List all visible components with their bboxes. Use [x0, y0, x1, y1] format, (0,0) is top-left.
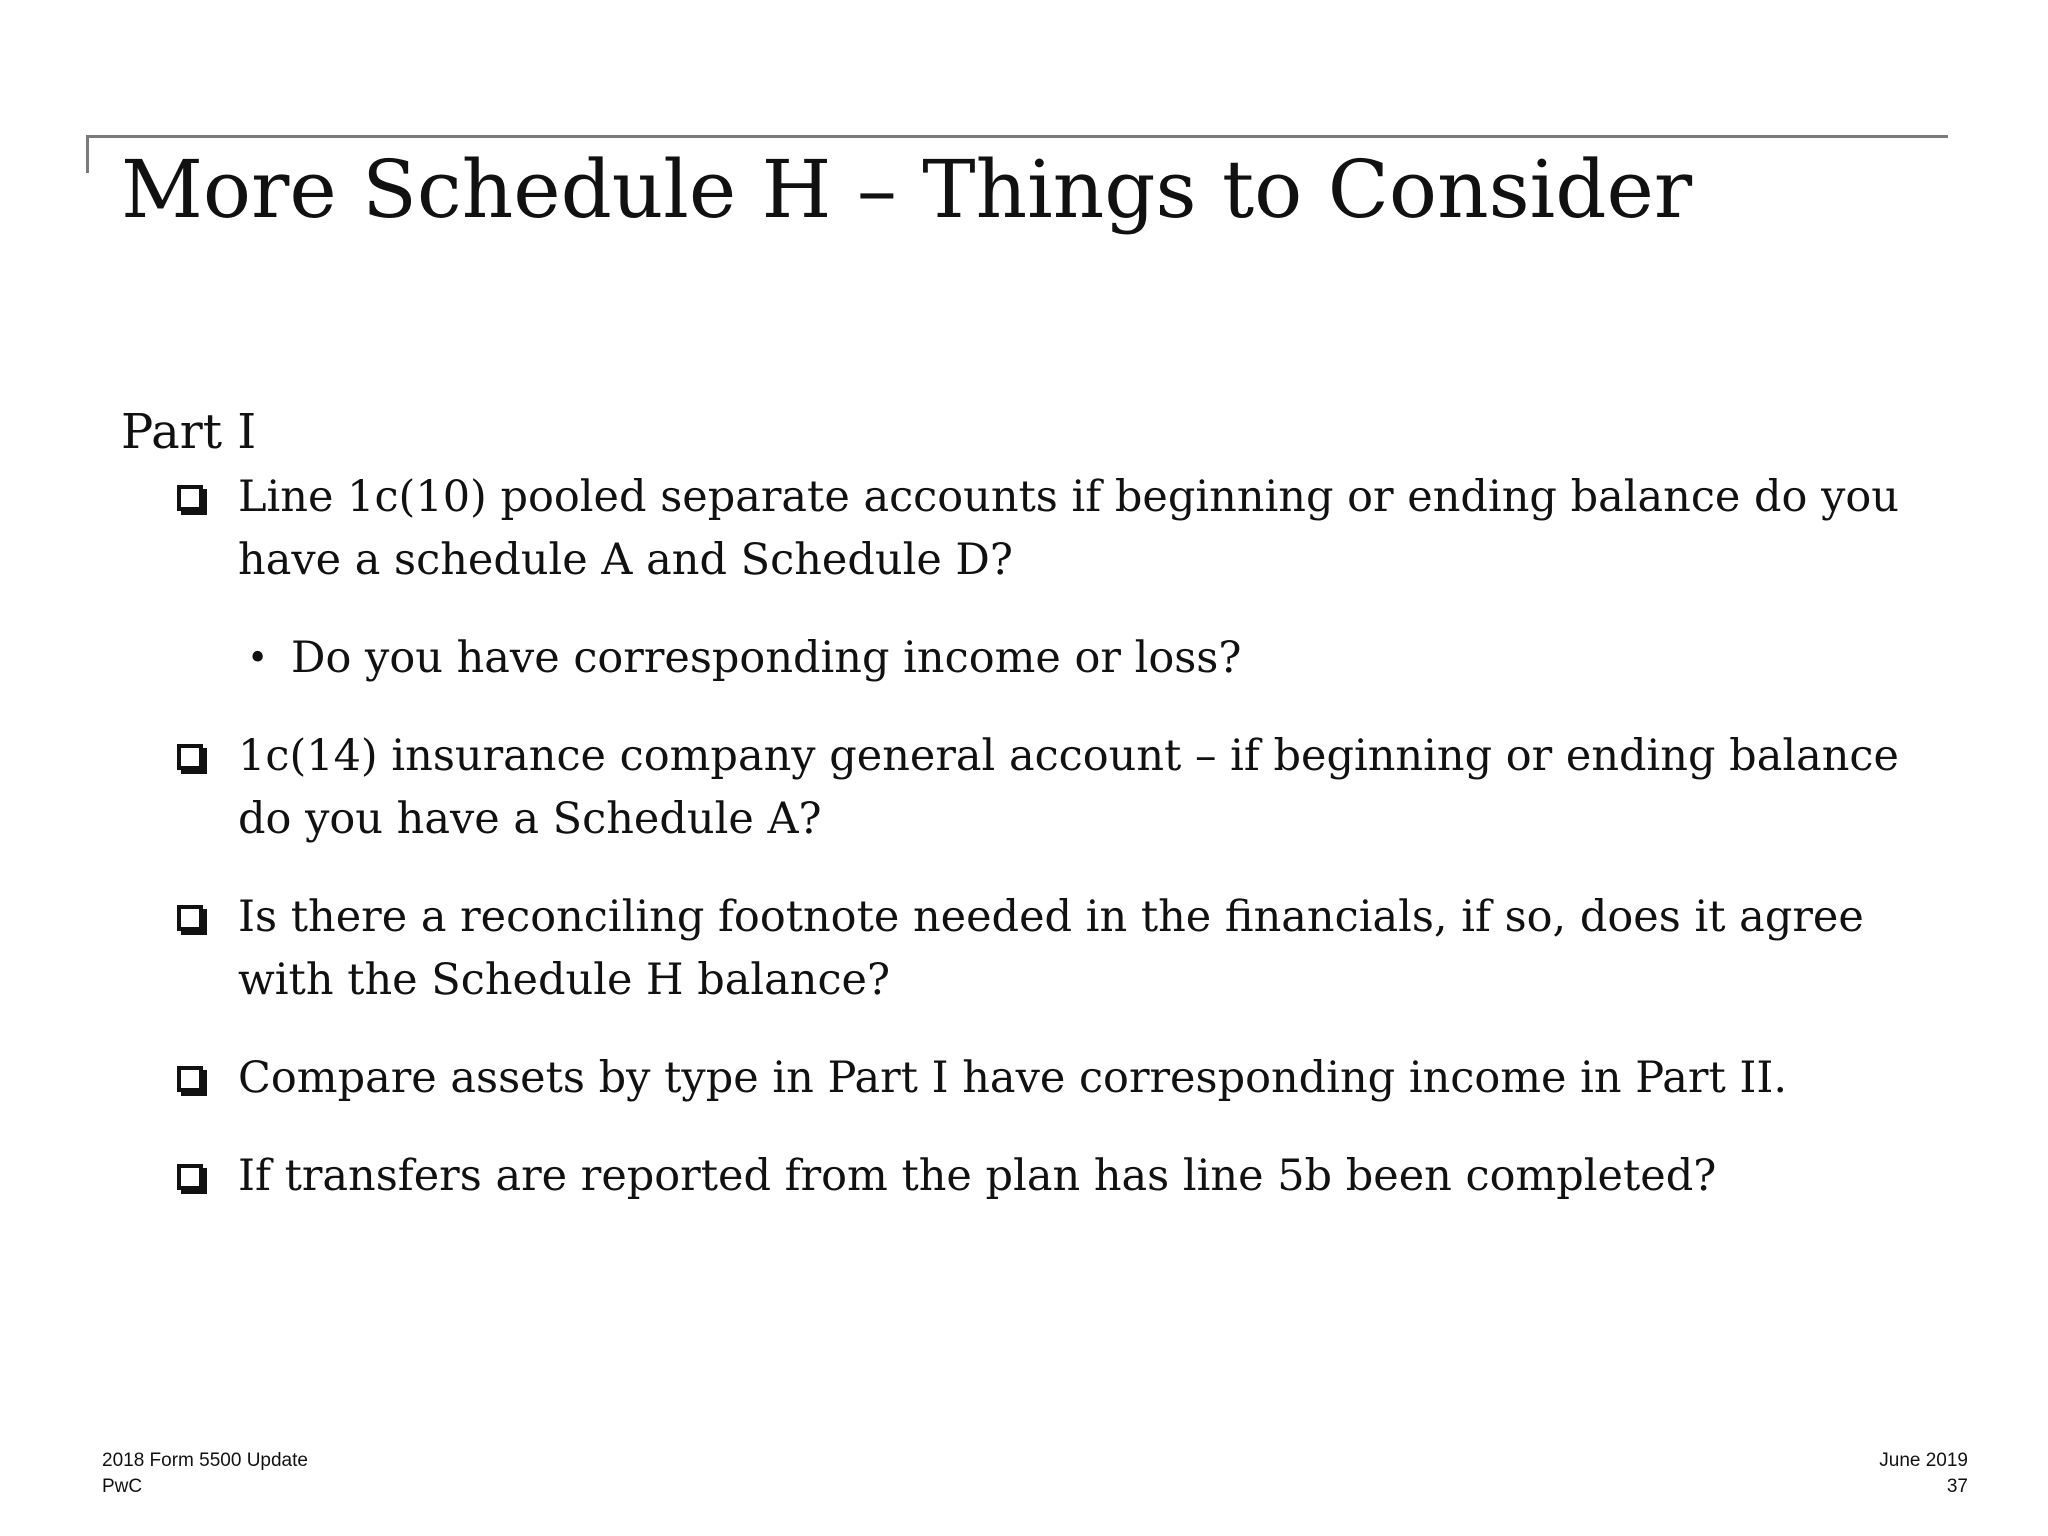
footer-company: PwC	[102, 1476, 143, 1497]
checklist-item	[121, 1145, 1921, 1208]
checklist-subitem-text: Do you have corresponding income or loss?	[291, 633, 1242, 683]
checklist-item-text: Compare assets by type in Part I have corresponding income in Part II.	[238, 1053, 1788, 1103]
bullet-icon: •	[247, 638, 269, 679]
checklist-subitem	[121, 627, 1921, 690]
slide-title: More Schedule H – Things to Consider	[121, 143, 1693, 236]
title-frame-corner	[86, 135, 89, 173]
footer-document-title: 2018 Form 5500 Update	[102, 1450, 308, 1471]
footer-right	[1879, 1448, 1968, 1500]
slide-body	[121, 400, 1921, 1208]
page-number: 37	[1946, 1476, 1968, 1497]
footer-left	[102, 1448, 308, 1500]
footer-date: June 2019	[1879, 1450, 1968, 1471]
checkbox-icon	[177, 1066, 203, 1092]
checkbox-icon	[177, 1164, 203, 1190]
checkbox-icon	[177, 744, 203, 770]
checklist-item-text: Line 1c(10) pooled separate accounts if beginning or ending balance do you have a schedule A and Schedule D?	[238, 472, 1899, 585]
checkbox-icon	[177, 485, 203, 511]
checklist-item-text: Is there a reconciling footnote needed in the financials, if so, does it agree with the Schedule H balance?	[238, 892, 1864, 1005]
title-frame-rule	[86, 135, 1948, 138]
section-heading: Part I	[121, 404, 257, 460]
checklist-item	[121, 1047, 1921, 1110]
checklist-item	[121, 886, 1921, 1012]
checkbox-icon	[177, 905, 203, 931]
checklist-item-text: 1c(14) insurance company general account – if beginning or ending balance do you have a Schedule A?	[238, 731, 1899, 844]
checklist-item	[121, 725, 1921, 851]
checklist-item-text: If transfers are reported from the plan has line 5b been completed?	[238, 1151, 1717, 1201]
checklist-item	[121, 466, 1921, 592]
